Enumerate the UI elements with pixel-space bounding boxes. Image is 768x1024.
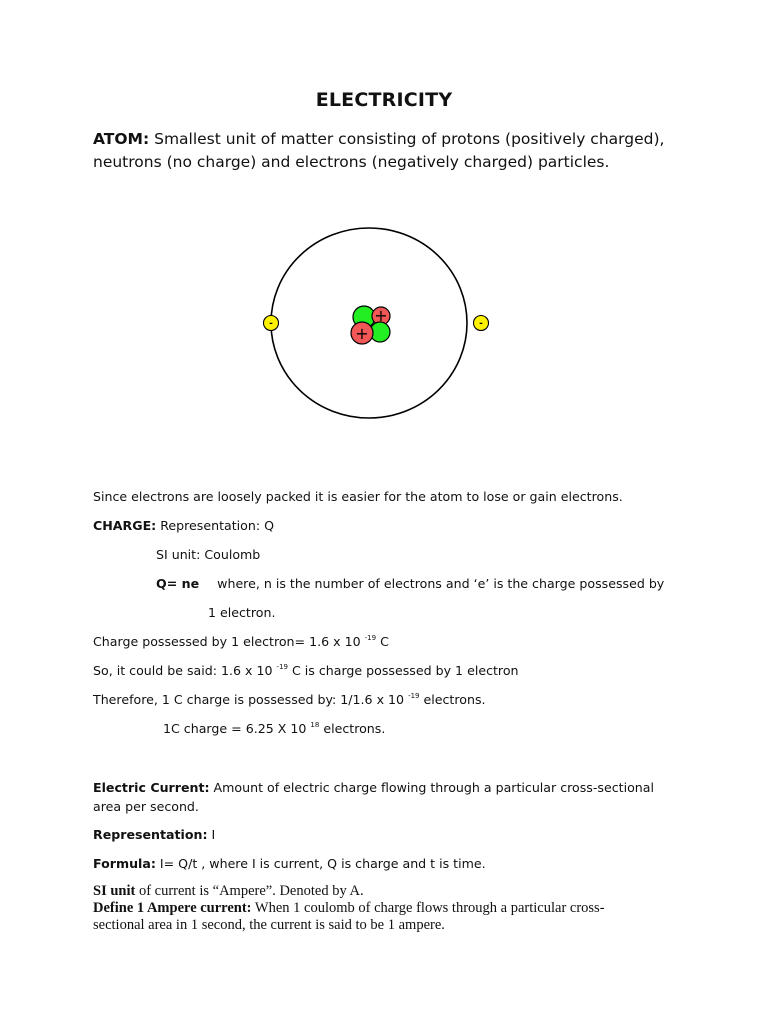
atom-definition xyxy=(93,128,693,174)
electron-sign-left: - xyxy=(269,319,273,329)
ampere-definition: Define 1 Ampere current: When 1 coulomb of charge flows through a particular cross-sectional area in 1 second, the current is said to be 1 ampere. xyxy=(93,900,605,933)
loose-electrons-text: Since electrons are loosely packed it is easier for the atom to lose or gain electrons. xyxy=(93,489,623,504)
charge-si-unit: SI unit: Coulomb xyxy=(156,547,261,562)
proton-sign-bottom: + xyxy=(355,324,369,343)
atom-label: ATOM: xyxy=(93,130,150,148)
current-representation: Representation: I xyxy=(93,827,216,842)
atom-diagram xyxy=(240,210,520,440)
electron-sign-right: - xyxy=(479,319,483,329)
current-si-unit: SI unit of current is “Ampere”. Denoted by A. xyxy=(93,883,364,899)
charge-formula xyxy=(156,575,664,593)
current-formula: Formula: I= Q/t , where I is current, Q is charge and t is time. xyxy=(93,856,486,871)
page-title: ELECTRICITY xyxy=(315,89,453,111)
charge-formula-desc-cont: 1 electron. xyxy=(208,605,276,620)
therefore-line: Therefore, 1 C charge is possessed by: 1/1.6 x 10 $^{-19}$ electrons. xyxy=(93,692,486,707)
atom-definition-text: Smallest unit of matter consisting of protons (positively charged), neutrons (no charge) and electrons (negatively charged) particles. xyxy=(93,130,665,171)
electron-charge-line: Charge possessed by 1 electron= 1.6 x 10 $^{-19}$ C xyxy=(93,634,389,649)
charge-label: CHARGE: xyxy=(93,518,157,533)
electric-current-definition: Electric Current: Amount of electric charge flowing through a particular cross-sectional area per second. xyxy=(93,780,654,814)
charge-formula-desc: where, n is the number of electrons and ‘e’ is the charge possessed by xyxy=(217,576,665,591)
one-coulomb-line: 1C charge = 6.25 X 10 $^{18}$ electrons. xyxy=(163,721,386,736)
proton-sign-top: + xyxy=(374,306,388,325)
could-be-said-line: So, it could be said: 1.6 x 10 $^{-19}$ C is charge possessed by 1 electron xyxy=(93,663,519,678)
charge-representation: CHARGE: Representation: Q xyxy=(93,518,275,533)
electric-current-label: Electric Current: xyxy=(93,780,210,795)
charge-formula-label: Q= ne xyxy=(156,576,200,591)
